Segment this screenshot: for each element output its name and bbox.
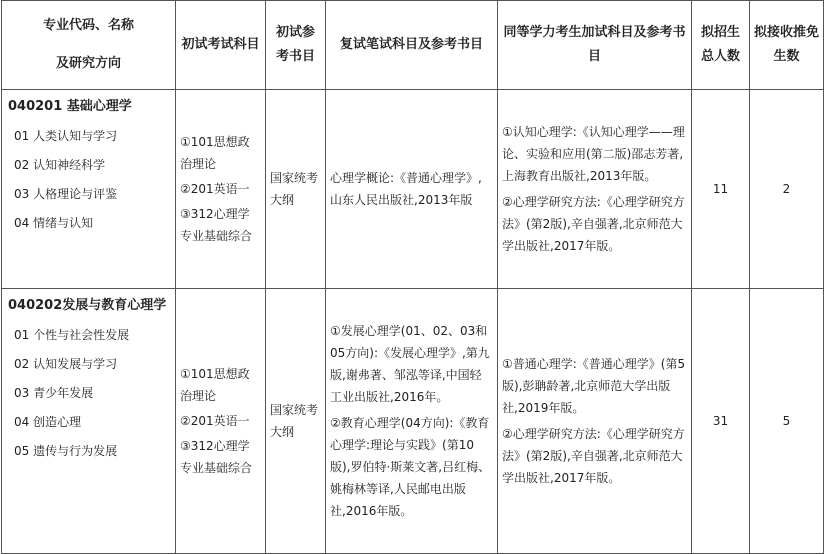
major-code: 040202发展与教育心理学 <box>8 298 167 313</box>
direction-item: 04 情绪与认知 <box>14 216 94 230</box>
direction-item: 02 认知神经科学 <box>14 158 106 172</box>
direction-item: 01 人类认知与学习 <box>14 129 118 143</box>
direction-item: 01 个性与社会性发展 <box>14 328 130 342</box>
header-row <box>2 1 824 90</box>
exam-subject: ②201英语一 <box>180 182 250 196</box>
retest-item: ①发展心理学(01、02、03和05方向):《发展心理学》,第九版,谢弗著、邹泓等译,中国轻工业出版社,2016年。 <box>330 324 490 404</box>
exam-subject: ②201英语一 <box>180 414 250 428</box>
extra-item: ②心理学研究方法:《心理学研究方法》(第2版),辛自强著,北京师范大学出版社,2017年版。 <box>502 195 685 253</box>
major-code: 040201 基础心理学 <box>8 99 132 114</box>
direction-item: 02 认知发展与学习 <box>14 357 118 371</box>
exam-subjects-cell <box>176 289 266 554</box>
header-exam-subjects: 初试考试科目 <box>176 1 266 90</box>
direction-item: 04 创造心理 <box>14 415 82 429</box>
direction-item: 03 青少年发展 <box>14 386 94 400</box>
header-total: 拟招生总人数 <box>692 1 750 90</box>
exam-subject: ①101思想政治理论 <box>180 367 250 403</box>
header-major-line1: 专业代码、名称 <box>42 18 134 33</box>
header-major <box>2 1 176 90</box>
header-exam-books: 初试参考书目 <box>266 1 326 90</box>
header-major-line2: 及研究方向 <box>55 56 121 71</box>
table-row <box>2 90 824 289</box>
extra-item: ②心理学研究方法:《心理学研究方法》(第2版),辛自强著,北京师范大学出版社,2017年版。 <box>502 427 685 485</box>
total-cell: 11 <box>692 90 750 289</box>
direction-item: 05 遗传与行为发展 <box>14 444 118 458</box>
retest-cell <box>326 289 498 554</box>
retest-item: ②教育心理学(04方向):《教育心理学:理论与实践》(第10版),罗伯特·斯莱文著,吕红梅、姚梅林等译,人民邮电出版社,2016年版。 <box>330 416 491 518</box>
exam-subject: ①101思想政治理论 <box>180 135 250 171</box>
major-cell <box>2 289 176 554</box>
exempt-cell: 5 <box>750 289 824 554</box>
exempt-cell: 2 <box>750 90 824 289</box>
exam-subject: ③312心理学专业基础综合 <box>180 207 253 243</box>
exam-subject: ③312心理学专业基础综合 <box>180 439 253 475</box>
extra-test-cell <box>498 90 692 289</box>
total-cell: 31 <box>692 289 750 554</box>
exam-ref-cell: 国家统考大纲 <box>266 289 326 554</box>
header-extra-test: 同等学力考生加试科目及参考书目 <box>498 1 692 90</box>
header-retest: 复试笔试科目及参考书目 <box>326 1 498 90</box>
major-cell <box>2 90 176 289</box>
admissions-table <box>1 0 824 554</box>
header-exempt: 拟接收推免生数 <box>750 1 824 90</box>
extra-test-cell <box>498 289 692 554</box>
exam-ref-cell: 国家统考大纲 <box>266 90 326 289</box>
retest-item: 心理学概论:《普通心理学》,山东人民出版社,2013年版 <box>330 171 482 207</box>
exam-subjects-cell <box>176 90 266 289</box>
extra-item: ①普通心理学:《普通心理学》(第5版),彭聃龄著,北京师范大学出版社,2019年版。 <box>502 357 686 415</box>
table-row <box>2 289 824 554</box>
retest-cell <box>326 90 498 289</box>
extra-item: ①认知心理学:《认知心理学——理论、实验和应用(第二版)邵志芳著,上海教育出版社,2013年版。 <box>502 125 685 183</box>
direction-item: 03 人格理论与评鉴 <box>14 187 118 201</box>
